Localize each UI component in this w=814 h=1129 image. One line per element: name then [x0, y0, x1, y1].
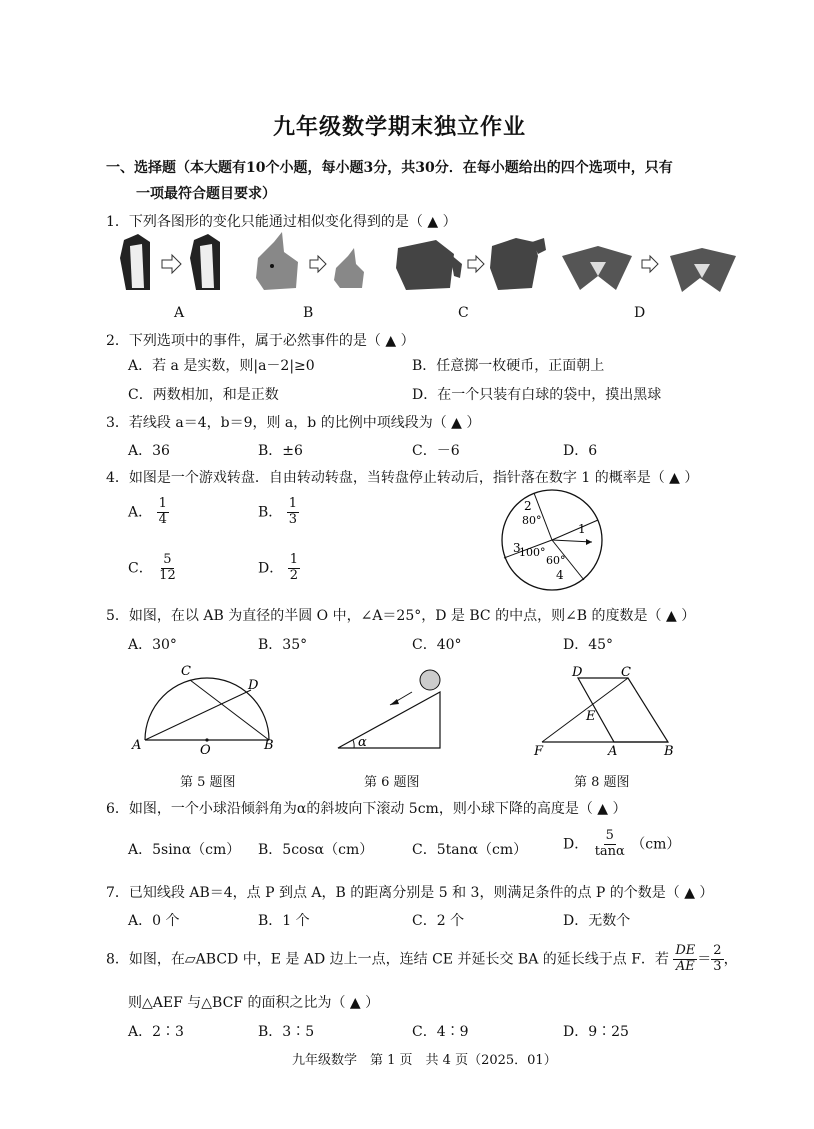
q3-text: 3．若线段 a＝4，b＝9，则 a，b 的比例中项线段为（ ▲ ）	[106, 415, 481, 431]
fig5-label-c: C	[181, 664, 191, 679]
fig8-label-a: A	[608, 744, 618, 758]
q8-option-b: B．3∶5	[258, 1024, 315, 1040]
q5-option-d: D．45°	[563, 637, 614, 653]
q1-label-c: C	[458, 305, 469, 321]
section-heading-line2: 一项最符合题目要求）	[136, 186, 276, 202]
q1-figures	[106, 228, 746, 308]
figure-5	[130, 662, 282, 758]
wheel-angle-100: 100°	[519, 546, 546, 559]
q7-option-a: A．0 个	[128, 913, 180, 929]
q7-text: 7．已知线段 AB＝4，点 P 到点 A，B 的距离分别是 5 和 3，则满足条件的点 P 的个数是（ ▲ ）	[106, 885, 714, 901]
wheel-angle-80: 80°	[522, 514, 542, 527]
q3-option-b: B．±6	[258, 443, 303, 459]
q1-label-b: B	[303, 305, 314, 321]
q6-option-d: D． $\frac{5}{\tan\alpha}$ （cm）	[563, 828, 681, 859]
q3-option-c: C．－6	[412, 443, 460, 459]
q8-option-d: D．9∶25	[563, 1024, 629, 1040]
wheel-angle-60: 60°	[546, 554, 566, 567]
figure-8-caption: 第 8 题图	[574, 775, 630, 790]
fig6-label-alpha: α	[358, 735, 367, 750]
fig5-label-b: B	[264, 738, 274, 753]
q2-option-b: B．任意掷一枚硬币，正面朝上	[412, 358, 605, 374]
q4-option-d: D． $\frac{1}{2}$	[258, 552, 298, 583]
q1-text: 1．下列各图形的变化只能通过相似变化得到的是（ ▲ ）	[106, 214, 457, 230]
q6-option-b: B．5cosα（cm）	[258, 842, 374, 858]
figure-5-caption: 第 5 题图	[180, 775, 236, 790]
q5-option-c: C．40°	[412, 637, 462, 653]
fig5-label-a: A	[132, 738, 142, 753]
q4-option-c: C． $\frac{5}{12}$	[128, 552, 176, 583]
q5-text: 5．如图，在以 AB 为直径的半圆 O 中，∠A＝25°，D 是 BC 的中点，则∠B 的度数是（ ▲ ）	[106, 608, 696, 624]
q8-text: 8．如图，在▱ABCD 中，E 是 AD 边上一点，连结 CE 并延长交 BA 的延长线于点 F．若 $\frac{DE}{AE}$ ＝ $\frac{2}{3}$ ，	[106, 943, 738, 974]
q2-text: 2．下列选项中的事件，属于必然事件的是（ ▲ ）	[106, 333, 415, 349]
fig5-label-d: D	[248, 678, 259, 693]
wheel-label-2: 2	[524, 499, 532, 513]
q1-label-d: D	[634, 305, 646, 321]
q2-option-c: C．两数相加，和是正数	[128, 387, 279, 403]
q1-figure-d	[562, 246, 736, 292]
q8-option-c: C．4∶9	[412, 1024, 469, 1040]
q7-option-b: B．1 个	[258, 913, 310, 929]
section-heading-line1: 一、选择题（本大题有10个小题，每小题3分，共30分．在每小题给出的四个选项中，只有	[106, 160, 673, 176]
q5-option-a: A．30°	[128, 637, 177, 653]
q7-option-d: D．无数个	[563, 913, 631, 929]
figure-8	[528, 662, 678, 758]
page-title: 九年级数学期末独立作业	[273, 114, 527, 140]
fig8-label-e: E	[586, 709, 596, 724]
fig8-label-b: B	[664, 744, 674, 758]
figure-6-caption: 第 6 题图	[364, 775, 420, 790]
fig8-label-d: D	[572, 665, 583, 680]
q6-option-c: C．5tanα（cm）	[412, 842, 528, 858]
page-footer: 九年级数学 第 1 页 共 4 页（2025．01）	[292, 1053, 557, 1068]
wheel-label-1: 1	[578, 522, 586, 536]
figure-6	[334, 662, 446, 754]
q5-option-b: B．35°	[258, 637, 308, 653]
q4-option-a: A． $\frac{1}{4}$	[128, 496, 167, 527]
wheel-label-3: 3	[513, 541, 521, 555]
q8-line2: 则△AEF 与△BCF 的面积之比为（ ▲ ）	[128, 995, 380, 1011]
fig5-label-o: O	[200, 743, 211, 758]
q6-text: 6．如图，一个小球沿倾斜角为α的斜坡向下滚动 5cm，则小球下降的高度是（ ▲ ）	[106, 801, 627, 817]
q3-option-a: A．36	[128, 443, 170, 459]
q2-option-d: D．在一个只装有白球的袋中，摸出黑球	[412, 387, 662, 403]
q4-text: 4．如图是一个游戏转盘．自由转动转盘，当转盘停止转动后，指针落在数字 1 的概率是（ ▲ ）	[106, 470, 699, 486]
q8-option-a: A．2∶3	[128, 1024, 184, 1040]
arrow-icon	[162, 255, 181, 273]
wheel-label-4: 4	[556, 568, 564, 582]
q6-option-a: A．5sinα（cm）	[128, 842, 241, 858]
q1-label-a: A	[174, 305, 185, 321]
q3-option-d: D．6	[563, 443, 598, 459]
q4-wheel-figure	[494, 488, 614, 592]
q7-option-c: C．2 个	[412, 913, 465, 929]
fig8-label-f: F	[534, 744, 544, 758]
q2-option-a: A．若 a 是实数，则|a－2|≥0	[128, 358, 315, 374]
q4-option-b: B． $\frac{1}{3}$	[258, 496, 298, 527]
fig8-label-c: C	[621, 665, 631, 680]
